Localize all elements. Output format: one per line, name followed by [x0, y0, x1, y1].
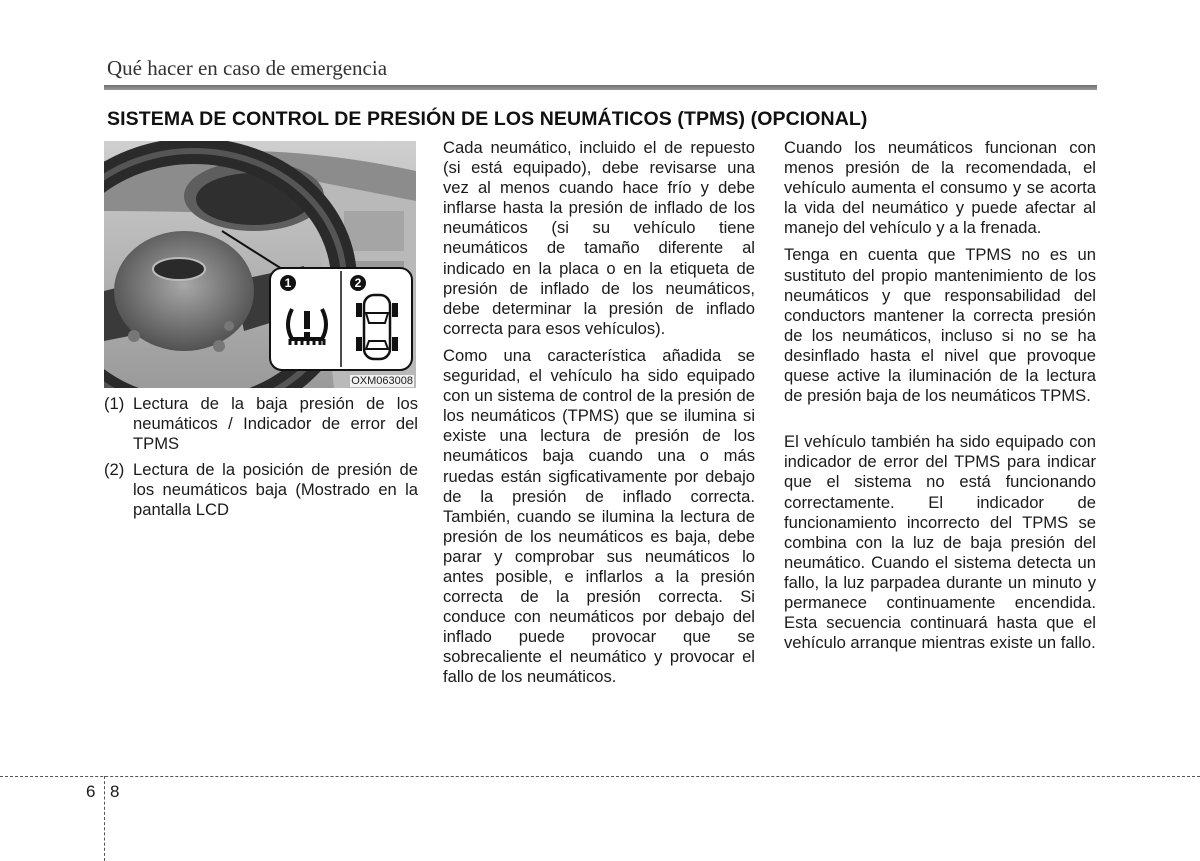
body-column-right [784, 138, 1096, 660]
callout-badge-2: 2 [350, 275, 366, 291]
paragraph: El vehículo también ha sido equipado con indicador de error del TPMS para indicar que el sistema no está funcionando correctamente. El indicador de funcionamiento incorrecto del TPMS se combina con la luz de baja presión del neumático. Cuando el sistema detecta un fallo, la luz parpadea durante un minuto y permanece continuamente encendida. Esta secuencia continuará hasta que el vehículo arranque mientras existe un fallo. [784, 432, 1096, 653]
caption-number: (2) [104, 460, 125, 479]
caption-text: Lectura de la posición de presión de los neumáticos baja (Mostrado en la pantalla LCD [133, 460, 418, 519]
caption-number: (1) [104, 394, 125, 413]
dashboard-figure [104, 141, 416, 388]
caption-item [104, 394, 418, 454]
header-rule [104, 85, 1097, 90]
section-title: SISTEMA DE CONTROL DE PRESIÓN DE LOS NEUMÁTICOS (TPMS) (OPCIONAL) [107, 108, 868, 130]
caption-text: Lectura de la baja presión de los neumáticos / Indicador de error del TPMS [133, 394, 418, 453]
paragraph: Como una característica añadida se seguridad, el vehículo ha sido equipado con un sistema de control de la presión de los neumáticos (TPMS) que se ilumina si existe una lectura de presión de los neumáticos baja cuando una o más ruedas están sigficativamente por debajo de la presión de inflado correcta. También, cuando se ilumina la lectura de presión de los neumáticos es baja, debe parar y comprobar sus neumáticos lo antes posible, e inflarlos a la presión correcta de la presión correcta. Si conduce con neumáticos por debajo del inflado puede provocar que se sobrecaliente el neumático y provocar el fallo de los neumáticos. [443, 345, 755, 687]
footer-rule [0, 776, 1200, 777]
paragraph: Cuando los neumáticos funcionan con menos presión de la recomendada, el vehículo aumenta el consumo y se acorta la vida del neumático y puede afectar al manejo del vehículo y a la frenada. [784, 138, 1096, 238]
figure-code: OXM063008 [351, 375, 413, 387]
paragraph: Tenga en cuenta que TPMS no es un sustituto del propio mantenimiento de los neumáticos y que responsabilidad del conductors mantener la correcta presión de los neumáticos, incluso si no se ha desinflado hasta el nivel que provoque quese active la iluminación de la lectura de presión baja de los neumáticos TPMS. [784, 245, 1096, 406]
page-number: 8 [110, 782, 120, 801]
footer-divider [104, 776, 105, 861]
chapter-title: Qué hacer en caso de emergencia [107, 56, 388, 80]
body-column-middle [443, 138, 755, 695]
tire-pressure-warning-icon [282, 301, 332, 349]
car-tire-position-icon [352, 289, 402, 365]
chapter-number: 6 [86, 782, 96, 801]
callout-badge-1: 1 [280, 275, 296, 291]
paragraph: Cada neumático, incluido el de repuesto (si está equipado), debe revisarse una vez al menos cuando hace frío y debe inflarse hasta la presión de inflado de los neumáticos (si su vehículo tiene neumáticos de tamaño diferente al indicado en la placa o en la etiqueta de presión de inflado de los neumáticos, debe determinar la presión de inflado correcta para esos vehículos). [443, 138, 755, 338]
caption-item [104, 460, 418, 520]
